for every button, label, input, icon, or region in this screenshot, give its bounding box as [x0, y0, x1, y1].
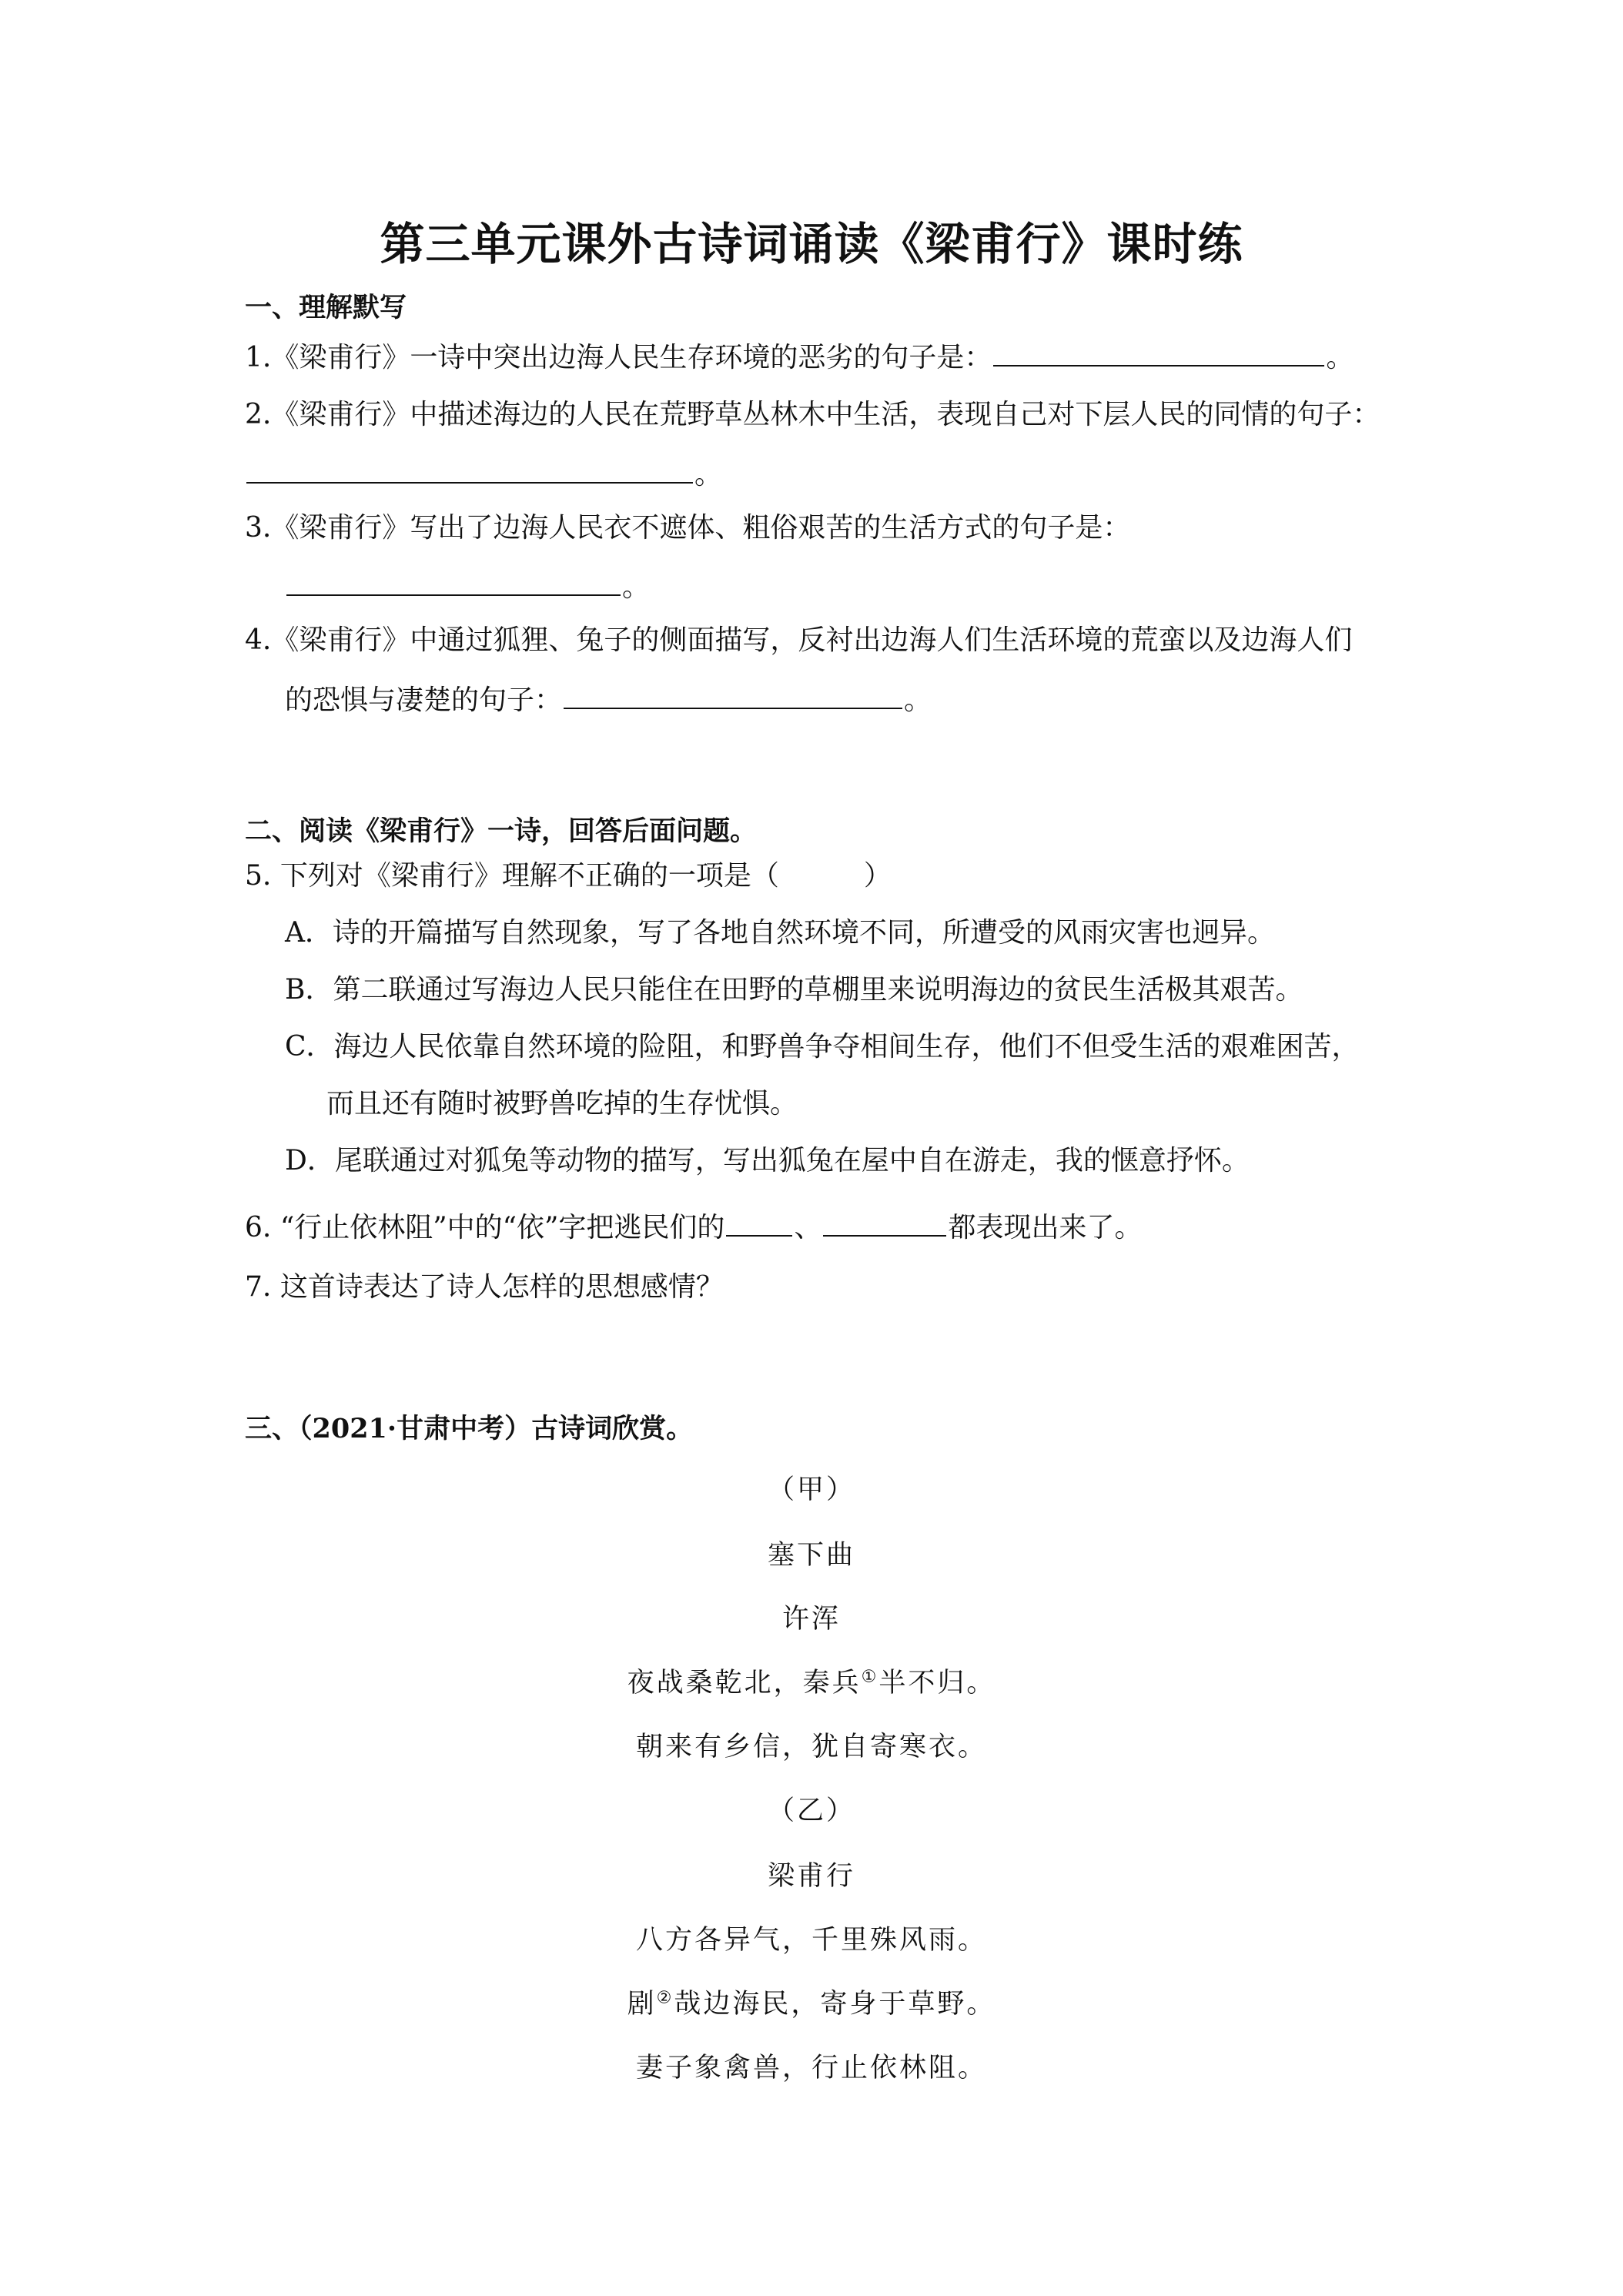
poem-a-label: （甲）	[767, 1474, 855, 1505]
footnote-marker: ②	[656, 1988, 674, 2008]
punctuation: 。	[1326, 342, 1354, 373]
punctuation: 。	[904, 684, 932, 716]
poem-b-line-1: 八方各异气，千里殊风雨。	[635, 1925, 987, 1956]
punctuation: 、	[794, 1212, 822, 1243]
poem-a-author: 许浑	[781, 1604, 841, 1635]
question-1	[245, 339, 1354, 374]
poem-b-title: 梁甫行	[767, 1861, 855, 1892]
answer-blank[interactable]	[993, 339, 1324, 366]
question-6	[245, 1209, 1142, 1244]
question-number: 4.	[245, 624, 272, 656]
answer-blank[interactable]	[726, 1209, 792, 1237]
question-text: 《梁甫行》中通过狐狸、兔子的侧面描写，反衬出边海人们生活环境的荒蛮以及边海人们	[271, 624, 1353, 656]
question-number: 7.	[245, 1271, 272, 1303]
question-text: 《梁甫行》中描述海边的人民在荒野草丛林木中生活，表现自己对下层人民的同情的句子：	[271, 399, 1380, 430]
question-text: 《梁甫行》一诗中突出边海人民生存环境的恶劣的句子是：	[271, 342, 992, 373]
poem-text: 半不归。	[878, 1668, 996, 1699]
section-heading-3: 三、（2021·甘肃中考）古诗词欣赏。	[245, 1413, 694, 1444]
question-7	[245, 1270, 724, 1304]
answer-blank[interactable]	[823, 1209, 946, 1237]
punctuation: ）	[863, 860, 892, 892]
answer-blank[interactable]	[286, 568, 621, 596]
answer-blank[interactable]	[564, 681, 902, 709]
option-c-continued: 而且还有随时被野兽吃掉的生存忧惧。	[326, 1088, 798, 1120]
option-a[interactable]: A．诗的开篇描写自然现象，写了各地自然环境不同，所遭受的风雨灾害也迥异。	[285, 917, 1275, 949]
question-text: 下列对《梁甫行》理解不正确的一项是（	[279, 860, 779, 892]
poem-a-line-2: 朝来有乡信，犹自寄寒衣。	[635, 1732, 987, 1762]
question-text: 《梁甫行》写出了边海人民衣不遮体、粗俗艰苦的生活方式的句子是：	[271, 512, 1131, 544]
option-b[interactable]: B．第二联通过写海边人民只能住在田野的草棚里来说明海边的贫民生活极其艰苦。	[285, 974, 1303, 1006]
option-c[interactable]: C．海边人民依靠自然环境的险阻，和野兽争夺相间生存，他们不但受生活的艰难困苦，	[285, 1031, 1360, 1063]
question-text-end: 都表现出来了。	[948, 1212, 1143, 1243]
poem-b-line-3: 妻子象禽兽，行止依林阻。	[635, 2053, 987, 2083]
footnote-marker: ①	[861, 1667, 879, 1687]
question-2	[245, 398, 1380, 431]
option-d[interactable]: D．尾联通过对狐兔等动物的描写，写出狐兔在屋中自在游走，我的惬意抒怀。	[285, 1145, 1250, 1176]
question-3	[245, 511, 1130, 544]
answer-blank[interactable]	[246, 456, 693, 484]
poem-a-title: 塞下曲	[767, 1540, 855, 1571]
question-5	[245, 859, 892, 892]
question-3-answer-line	[285, 568, 650, 604]
section-heading-2: 二、阅读《梁甫行》一诗，回答后面问题。	[245, 815, 758, 847]
question-number: 1.	[245, 342, 272, 373]
poem-text: 哉边海民，寄身于草野。	[674, 1989, 996, 2020]
question-number: 2.	[245, 399, 272, 430]
poem-text: 剧	[627, 1989, 657, 2020]
page-title: 第三单元课外古诗词诵读《梁甫行》课时练	[380, 218, 1243, 270]
poem-b-line-2	[0, 1983, 1623, 2021]
poem-text: 夜战桑乾北，秦兵	[627, 1668, 862, 1699]
question-4	[245, 624, 1352, 657]
question-text: “行止依林阻”中的“依”字把逃民们的	[279, 1212, 725, 1243]
question-number: 3.	[245, 512, 272, 544]
punctuation: 。	[622, 571, 651, 603]
poem-b-label: （乙）	[767, 1796, 855, 1826]
question-number: 6.	[245, 1212, 272, 1243]
punctuation: 。	[694, 459, 723, 490]
question-text: 这首诗表达了诗人怎样的思想感情？	[279, 1271, 724, 1303]
question-4-line-2	[285, 681, 932, 717]
question-number: 5.	[245, 860, 272, 892]
poem-a-line-1	[0, 1662, 1623, 1700]
question-2-answer-line	[245, 456, 722, 491]
section-heading-1: 一、理解默写	[245, 292, 407, 323]
question-text: 的恐惧与凄楚的句子：	[285, 684, 563, 716]
